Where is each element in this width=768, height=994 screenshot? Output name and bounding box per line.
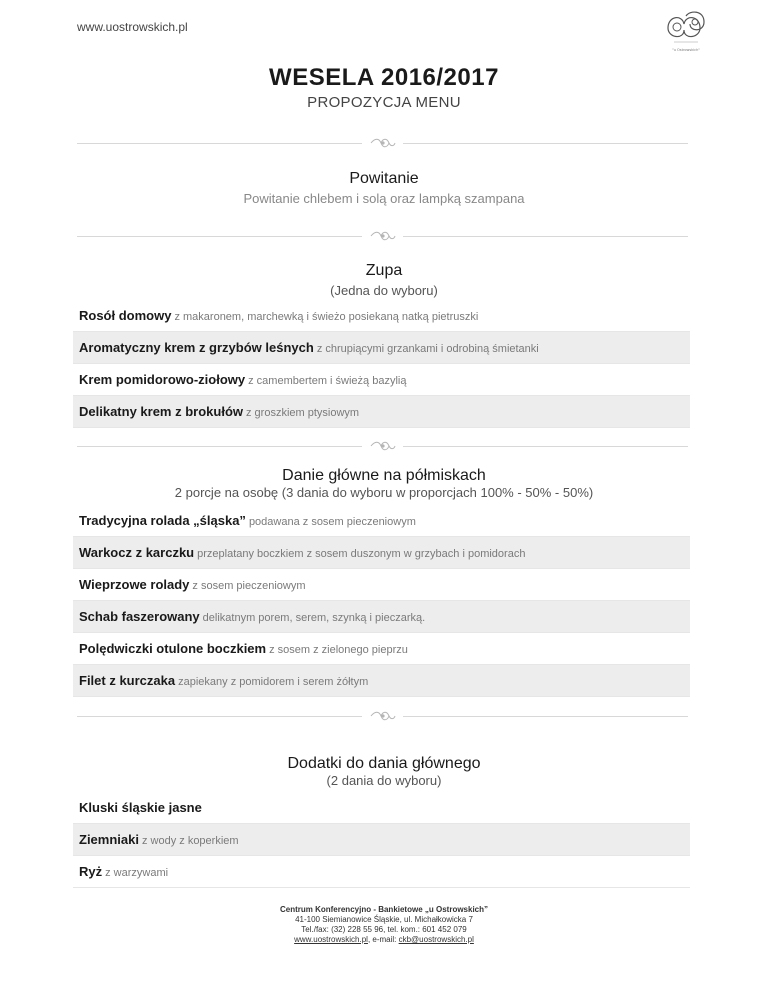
soup-title: Zupa: [365, 262, 403, 279]
ornament-icon: [369, 137, 397, 149]
item-name: Aromatyczny krem z grzybów leśnych: [79, 340, 314, 355]
ornament-icon: [369, 230, 397, 242]
item-name: Delikatny krem z brokułów: [79, 404, 243, 419]
list-item: [73, 856, 690, 888]
item-name: Polędwiczki otulone boczkiem: [79, 641, 267, 656]
divider-line: [403, 446, 688, 447]
page-subtitle: PROPOZYCJA MENU: [307, 94, 461, 111]
list-item: [73, 396, 690, 428]
footer-contact: [0, 935, 768, 945]
divider-line: [77, 716, 362, 717]
item-description: zapiekany z pomidorem i serem żółtym: [178, 676, 369, 688]
divider-line: [403, 236, 688, 237]
site-url[interactable]: www.uostrowskich.pl: [77, 20, 188, 34]
main-dishes-section-header: [0, 467, 768, 500]
list-item: [73, 665, 690, 697]
soup-subtitle: (Jedna do wyboru): [330, 283, 438, 298]
logo-text: "u Ostrowskich": [672, 48, 700, 52]
item-name: Ziemniaki: [79, 832, 139, 847]
title-block: [0, 64, 768, 111]
list-item: [73, 824, 690, 856]
company-logo: [660, 8, 712, 54]
item-description: delikatnym porem, serem, szynką i pieczarką.: [202, 612, 426, 624]
divider-line: [77, 446, 362, 447]
item-description: z makaronem, marchewką i świeżo posiekaną natką pietruszki: [174, 311, 479, 323]
sides-title: Dodatki do dania głównego: [287, 755, 481, 772]
item-description: z sosem pieczeniowym: [192, 580, 306, 592]
list-item: [73, 601, 690, 633]
footer: [0, 905, 768, 945]
item-name: Rosół domowy: [79, 308, 172, 323]
item-description: przeplatany boczkiem z sosem duszonym w grzybach i pomidorach: [197, 548, 526, 560]
welcome-section-header: [0, 170, 768, 206]
ornament-divider: [77, 710, 688, 722]
item-description: z warzywami: [105, 867, 169, 879]
ornament-divider: [77, 137, 688, 149]
item-description: z camembertem i świeżą bazylią: [248, 375, 407, 387]
welcome-title: Powitanie: [349, 170, 419, 187]
item-description: z wody z koperkiem: [141, 835, 239, 847]
item-description: podawana z sosem pieczeniowym: [248, 516, 416, 528]
list-item: [73, 569, 690, 601]
sides-subtitle: (2 dania do wyboru): [326, 773, 442, 788]
item-name: Warkocz z karczku: [79, 545, 195, 560]
main-dishes-subtitle: 2 porcje na osobę (3 dania do wyboru w proporcjach 100% - 50% - 50%): [174, 485, 594, 500]
footer-website-link[interactable]: www.uostrowskich.pl: [294, 935, 368, 944]
main-dishes-title: Danie główne na półmiskach: [282, 467, 486, 484]
welcome-subtitle: Powitanie chlebem i solą oraz lampką szampana: [243, 191, 525, 206]
list-item: [73, 364, 690, 396]
item-name: Kluski śląskie jasne: [79, 800, 202, 815]
footer-address: 41-100 Siemianowice Śląskie, ul. Michałkowicka 7: [295, 915, 473, 924]
list-item: [73, 300, 690, 332]
divider-line: [77, 236, 362, 237]
ornament-divider: [77, 230, 688, 242]
sides-section-header: [0, 755, 768, 788]
list-item: [73, 792, 690, 824]
divider-line: [403, 143, 688, 144]
item-name: Schab faszerowany: [79, 609, 200, 624]
soup-section-header: [0, 262, 768, 298]
main-dishes-list: [73, 505, 690, 697]
item-name: Ryż: [79, 864, 103, 879]
item-description: z chrupiącymi grzankami i odrobiną śmietanki: [316, 343, 539, 355]
list-item: [73, 505, 690, 537]
item-description: z groszkiem ptysiowym: [246, 407, 360, 419]
item-name: Wieprzowe rolady: [79, 577, 190, 592]
sides-list: [73, 792, 690, 888]
footer-email-label: , e-mail:: [367, 935, 399, 944]
footer-email-link[interactable]: ckb@uostrowskich.pl: [398, 935, 474, 944]
item-description: z sosem z zielonego pieprzu: [269, 644, 408, 656]
list-item: [73, 537, 690, 569]
item-name: Filet z kurczaka: [79, 673, 176, 688]
ornament-icon: [369, 440, 397, 452]
list-item: [73, 633, 690, 665]
footer-phones: Tel./fax: (32) 228 55 96, tel. kom.: 601 452 079: [301, 925, 467, 934]
list-item: [73, 332, 690, 364]
soup-list: [73, 300, 690, 428]
ornament-divider: [77, 440, 688, 452]
item-name: Tradycyjna rolada „śląska”: [79, 513, 246, 528]
ornament-icon: [369, 710, 397, 722]
divider-line: [403, 716, 688, 717]
item-name: Krem pomidorowo-ziołowy: [79, 372, 246, 387]
page-title: WESELA 2016/2017: [269, 64, 499, 91]
divider-line: [77, 143, 362, 144]
footer-company: Centrum Konferencyjno - Bankietowe „u Ostrowskich”: [279, 905, 489, 914]
